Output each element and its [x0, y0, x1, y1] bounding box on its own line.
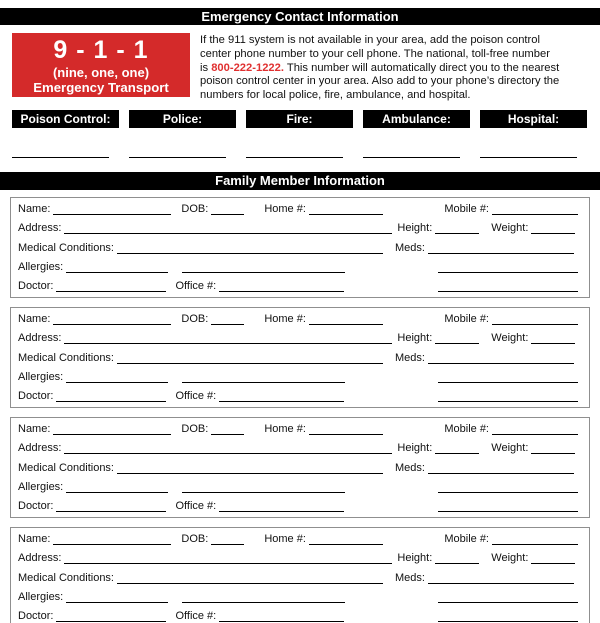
emergency-contact-title: Emergency Contact Information [201, 9, 399, 24]
ambulance-label: Ambulance: [363, 110, 470, 128]
height-label: Height: [397, 332, 433, 345]
address-row [18, 439, 582, 458]
allergies-row [18, 478, 582, 497]
paragraph-line: numbers for local police, fire, ambulance, and hospital. [200, 89, 471, 102]
allergies-fill-line[interactable] [66, 602, 168, 603]
allergies-label: Allergies: [18, 370, 64, 383]
meds-fill-line-2[interactable] [438, 602, 578, 603]
poison-control-fill-line[interactable] [12, 141, 109, 158]
medical-conditions-label: Medical Conditions: [18, 461, 114, 474]
weight-fill-line[interactable] [531, 233, 575, 234]
meds-fill-line[interactable] [428, 583, 574, 584]
weight-fill-line[interactable] [531, 563, 575, 564]
mobile-phone-fill-line[interactable] [492, 214, 578, 215]
office-phone-label: Office #: [175, 279, 217, 292]
address-fill-line[interactable] [64, 563, 392, 564]
doctor-fill-line[interactable] [56, 511, 166, 512]
name-label: Name: [18, 423, 51, 436]
poison-control-label: Poison Control: [12, 110, 119, 128]
weight-label: Weight: [491, 552, 529, 565]
paragraph-line: center phone number to your cell phone. The national, toll-free number [200, 47, 550, 60]
height-fill-line[interactable] [435, 563, 479, 564]
mobile-phone-label: Mobile #: [444, 533, 489, 546]
contact-fill-row [12, 141, 587, 158]
address-row [18, 549, 582, 568]
medical-conditions-row [18, 348, 582, 367]
meds-fill-line-3[interactable] [438, 291, 578, 292]
home-phone-fill-line[interactable] [309, 214, 383, 215]
weight-label: Weight: [491, 442, 529, 455]
meds-fill-line-2[interactable] [438, 272, 578, 273]
allergies-fill-line-2[interactable] [182, 272, 345, 273]
office-phone-label: Office #: [175, 609, 217, 622]
home-phone-label: Home #: [264, 533, 306, 546]
mobile-phone-fill-line[interactable] [492, 434, 578, 435]
mobile-phone-label: Mobile #: [444, 423, 489, 436]
name-row [18, 200, 582, 219]
name-label: Name: [18, 313, 51, 326]
dob-label: DOB: [181, 423, 209, 436]
medical-conditions-fill-line[interactable] [117, 363, 383, 364]
family-member-card [10, 307, 590, 408]
meds-label: Meds: [395, 351, 425, 364]
paragraph-text: is [200, 61, 212, 74]
medical-conditions-fill-line[interactable] [117, 473, 383, 474]
poison-control-phone-number: 800-222-1222. [211, 61, 284, 74]
office-phone-label: Office #: [175, 389, 217, 402]
address-fill-line[interactable] [64, 233, 392, 234]
height-fill-line[interactable] [435, 233, 479, 234]
height-fill-line[interactable] [435, 343, 479, 344]
paragraph-line [200, 62, 598, 76]
mobile-phone-label: Mobile #: [444, 313, 489, 326]
name-fill-line[interactable] [53, 434, 171, 435]
weight-label: Weight: [491, 332, 529, 345]
medical-conditions-label: Medical Conditions: [18, 351, 114, 364]
allergies-label: Allergies: [18, 480, 64, 493]
address-label: Address: [18, 442, 62, 455]
allergies-fill-line-2[interactable] [182, 382, 345, 383]
address-fill-line[interactable] [64, 453, 392, 454]
doctor-label: Doctor: [18, 389, 54, 402]
doctor-label: Doctor: [18, 279, 54, 292]
doctor-fill-line[interactable] [56, 291, 166, 292]
dob-fill-line[interactable] [211, 544, 244, 545]
medical-conditions-fill-line[interactable] [117, 253, 383, 254]
meds-fill-line[interactable] [428, 363, 574, 364]
allergies-label: Allergies: [18, 260, 64, 273]
meds-label: Meds: [395, 461, 425, 474]
fire-label: Fire: [246, 110, 353, 128]
home-phone-label: Home #: [264, 203, 306, 216]
address-label: Address: [18, 552, 62, 565]
weight-fill-line[interactable] [531, 453, 575, 454]
medical-conditions-row [18, 458, 582, 477]
weight-fill-line[interactable] [531, 343, 575, 344]
medical-conditions-label: Medical Conditions: [18, 571, 114, 584]
home-phone-fill-line[interactable] [309, 324, 383, 325]
meds-fill-line-3[interactable] [438, 401, 578, 402]
meds-fill-line-3[interactable] [438, 511, 578, 512]
contact-label-row [12, 110, 587, 128]
allergies-fill-line[interactable] [66, 272, 168, 273]
mobile-phone-label: Mobile #: [444, 203, 489, 216]
allergies-fill-line[interactable] [66, 382, 168, 383]
allergies-row [18, 588, 582, 607]
home-phone-fill-line[interactable] [309, 434, 383, 435]
hospital-label: Hospital: [480, 110, 587, 128]
fire-fill-line[interactable] [246, 141, 343, 158]
name-fill-line[interactable] [53, 324, 171, 325]
call-911-box [12, 33, 190, 110]
police-label: Police: [129, 110, 236, 128]
police-fill-line[interactable] [129, 141, 226, 158]
meds-label: Meds: [395, 241, 425, 254]
family-members [10, 197, 590, 623]
dob-fill-line[interactable] [211, 214, 244, 215]
allergies-label: Allergies: [18, 590, 64, 603]
name-fill-line[interactable] [53, 544, 171, 545]
doctor-row [18, 497, 582, 516]
address-fill-line[interactable] [64, 343, 392, 344]
mobile-phone-fill-line[interactable] [492, 544, 578, 545]
allergies-fill-line-2[interactable] [182, 602, 345, 603]
office-phone-fill-line[interactable] [219, 291, 344, 292]
home-phone-label: Home #: [264, 423, 306, 436]
height-label: Height: [397, 442, 433, 455]
code-911: 9 - 1 - 1 [53, 36, 149, 64]
family-member-card [10, 197, 590, 298]
office-phone-fill-line[interactable] [219, 401, 344, 402]
paragraph-line: poison control center in your area. Also add to your phone’s directory the [200, 75, 560, 88]
ambulance-fill-line[interactable] [363, 141, 460, 158]
address-label: Address: [18, 332, 62, 345]
meds-fill-line-2[interactable] [438, 492, 578, 493]
doctor-row [18, 277, 582, 296]
name-fill-line[interactable] [53, 214, 171, 215]
emergency-contact-header-bar [0, 8, 600, 25]
family-member-card [10, 417, 590, 518]
medical-conditions-label: Medical Conditions: [18, 241, 114, 254]
meds-fill-line[interactable] [428, 473, 574, 474]
office-phone-label: Office #: [175, 499, 217, 512]
doctor-label: Doctor: [18, 609, 54, 622]
address-row [18, 329, 582, 348]
allergies-fill-line[interactable] [66, 492, 168, 493]
meds-fill-line-3[interactable] [438, 621, 578, 622]
name-label: Name: [18, 533, 51, 546]
name-row [18, 310, 582, 329]
meds-fill-line-2[interactable] [438, 382, 578, 383]
poison-control-paragraph [200, 34, 598, 103]
home-phone-label: Home #: [264, 313, 306, 326]
family-member-header-bar [0, 172, 600, 190]
meds-fill-line[interactable] [428, 253, 574, 254]
allergies-fill-line-2[interactable] [182, 492, 345, 493]
dob-label: DOB: [181, 203, 209, 216]
name-label: Name: [18, 203, 51, 216]
weight-label: Weight: [491, 222, 529, 235]
doctor-fill-line[interactable] [56, 401, 166, 402]
paragraph-text: This number will automatically direct you to the nearest [283, 61, 560, 74]
name-row [18, 420, 582, 439]
height-fill-line[interactable] [435, 453, 479, 454]
office-phone-fill-line[interactable] [219, 511, 344, 512]
doctor-fill-line[interactable] [56, 621, 166, 622]
dob-label: DOB: [181, 533, 209, 546]
dob-label: DOB: [181, 313, 209, 326]
family-member-card [10, 527, 590, 623]
doctor-row [18, 607, 582, 623]
emergency-transport-caption: Emergency Transport System [33, 80, 169, 110]
doctor-label: Doctor: [18, 499, 54, 512]
address-label: Address: [18, 222, 62, 235]
code-911-words: (nine, one, one) [52, 65, 150, 80]
address-row [18, 219, 582, 238]
medical-conditions-row [18, 568, 582, 587]
meds-label: Meds: [395, 571, 425, 584]
dob-fill-line[interactable] [211, 434, 244, 435]
height-label: Height: [397, 222, 433, 235]
hospital-fill-line[interactable] [480, 141, 577, 158]
allergies-row [18, 368, 582, 387]
office-phone-fill-line[interactable] [219, 621, 344, 622]
dob-fill-line[interactable] [211, 324, 244, 325]
family-member-title: Family Member Information [215, 173, 385, 188]
mobile-phone-fill-line[interactable] [492, 324, 578, 325]
name-row [18, 530, 582, 549]
medical-conditions-fill-line[interactable] [117, 583, 383, 584]
doctor-row [18, 387, 582, 406]
home-phone-fill-line[interactable] [309, 544, 383, 545]
height-label: Height: [397, 552, 433, 565]
paragraph-line: If the 911 system is not available in your area, add the poison control [200, 34, 540, 46]
allergies-row [18, 258, 582, 277]
medical-conditions-row [18, 238, 582, 257]
